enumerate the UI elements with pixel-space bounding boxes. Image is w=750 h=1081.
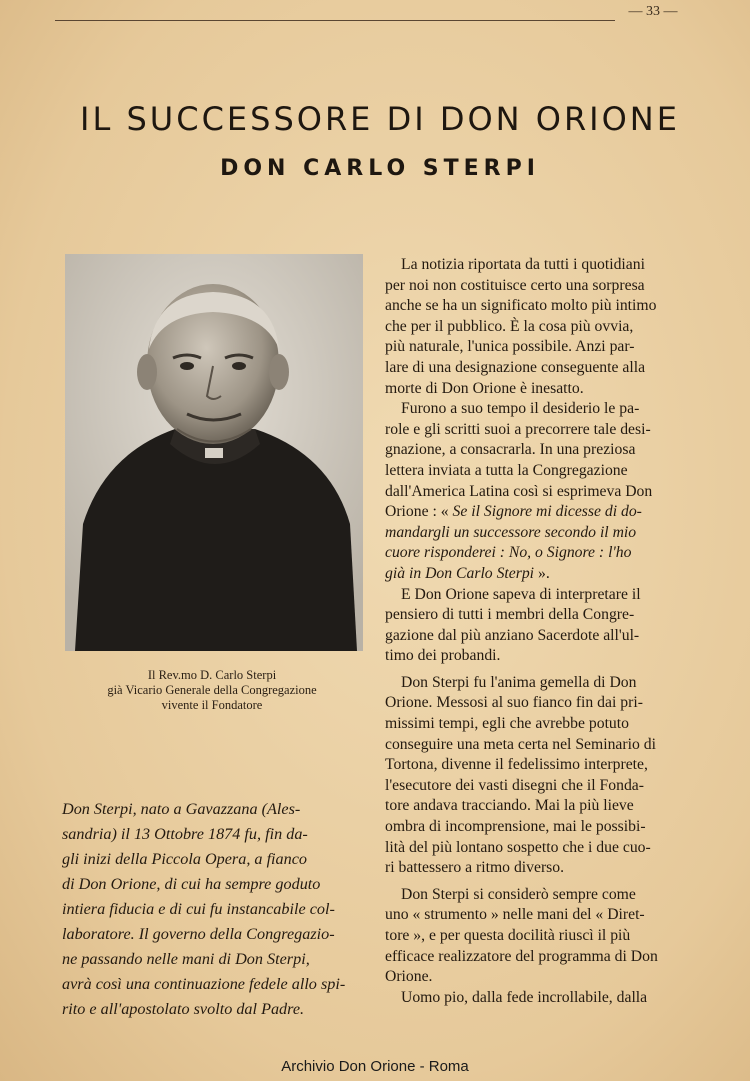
quote-text: già in Don Carlo Sterpi (385, 564, 535, 582)
intro-paragraph (62, 797, 362, 1022)
body-line: gazione dal più anziano Sacerdote all'ul- (385, 626, 640, 644)
body-line: che per il pubblico. È la cosa più ovvia, (385, 317, 634, 335)
body-line: E Don Orione sapeva di interpretare il (401, 585, 641, 603)
body-line: ri battessero a ritmo diverso. (385, 859, 565, 877)
quote-line (385, 564, 707, 585)
body-line: Tortona, divenne il fedelissimo interprete, (385, 756, 648, 774)
intro-line: sandria) il 13 Ottobre 1874 fu, fin da- (62, 825, 308, 843)
quote-text: Se il Signore mi dicesse di do- (452, 503, 642, 521)
intro-line: avrà così una continuazione fedele allo spi- (62, 975, 346, 993)
intro-line: ne passando nelle mani di Don Sterpi, (62, 950, 310, 968)
archive-footer: Archivio Don Orione - Roma (281, 1058, 469, 1075)
intro-line: Don Sterpi, nato a Gavazzana (Ales- (62, 800, 301, 818)
article-title: IL SUCCESSORE DI DON ORIONE (80, 100, 680, 138)
intro-line: di Don Orione, di cui ha sempre goduto (62, 875, 321, 893)
intro-line: gli inizi della Piccola Opera, a fianco (62, 850, 308, 868)
body-line: role e gli scritti suoi a precorrere tale desi- (385, 420, 651, 438)
body-line: l'esecutore dei vasti disegni che il Fonda- (385, 776, 644, 794)
body-line: Uomo pio, dalla fede incrollabile, dalla (401, 988, 648, 1006)
quote-open: Orione : « (385, 503, 453, 521)
body-line: per noi non costituisce certo una sorpresa (385, 276, 645, 294)
quote-line (385, 543, 707, 564)
intro-line: laboratore. Il governo della Congregazio- (62, 925, 335, 943)
body-line: lità del più lontano sospetto che i due cuo- (385, 838, 651, 856)
body-line: Orione. Messosi al suo fianco fin dai pri- (385, 694, 643, 712)
body-line: ombra di incomprensione, mai le possibi- (385, 818, 646, 836)
body-line: uno « strumento » nelle mani del « Diret- (385, 906, 645, 924)
body-line: Don Sterpi fu l'anima gemella di Don (401, 673, 637, 691)
body-line: timo dei probandi. (385, 647, 501, 665)
body-column (385, 255, 707, 1015)
page-number: — 33 — (628, 4, 678, 19)
portrait-illustration (65, 254, 363, 651)
body-line: La notizia riportata da tutti i quotidiani (401, 256, 645, 273)
body-line: Furono a suo tempo il desiderio le pa- (401, 400, 640, 418)
quote-close: ». (534, 564, 550, 582)
quote-line (385, 502, 707, 523)
intro-line: intiera fiducia e di cui fu instancabile col- (62, 900, 335, 918)
body-line: gnazione, a consacrarla. In una preziosa (385, 441, 636, 459)
caption-line: già Vicario Generale della Congregazione (107, 683, 317, 697)
body-line: morte di Don Orione è inesatto. (385, 379, 584, 397)
article-subtitle: DON CARLO STERPI (220, 156, 540, 181)
body-line: lettera inviata a tutta la Congregazione (385, 461, 628, 479)
body-line: missimi tempi, egli che avrebbe potuto (385, 715, 629, 733)
caption-line: Il Rev.mo D. Carlo Sterpi (147, 668, 277, 682)
body-line: tore andava tracciando. Mai la più lieve (385, 797, 634, 815)
body-line: tore », e per questa docilità riuscì il più (385, 927, 631, 944)
portrait-photo (65, 254, 363, 651)
body-line: anche se ha un significato molto più intimo (385, 297, 657, 315)
caption-line: vivente il Fondatore (161, 698, 263, 712)
photo-caption (62, 668, 362, 716)
body-line: pensiero di tutti i membri della Congre- (385, 606, 635, 624)
body-line: Orione. (385, 968, 433, 986)
body-line: Don Sterpi si considerò sempre come (401, 885, 636, 903)
header-rule (55, 20, 615, 21)
body-line: dall'America Latina così si esprimeva Don (385, 482, 653, 500)
body-line: più naturale, l'unica possibile. Anzi par- (385, 338, 635, 356)
quote-text: mandargli un successore secondo il mio (385, 523, 637, 541)
quote-line (385, 523, 707, 544)
body-line: lare di una designazione conseguente alla (385, 358, 646, 376)
body-line: conseguire una meta certa nel Seminario di (385, 735, 656, 753)
quote-text: cuore risponderei : No, o Signore : l'ho (385, 544, 632, 562)
body-line: efficace realizzatore del programma di Don (385, 947, 658, 965)
intro-line: rito e all'apostolato svolto dal Padre. (62, 1000, 305, 1018)
